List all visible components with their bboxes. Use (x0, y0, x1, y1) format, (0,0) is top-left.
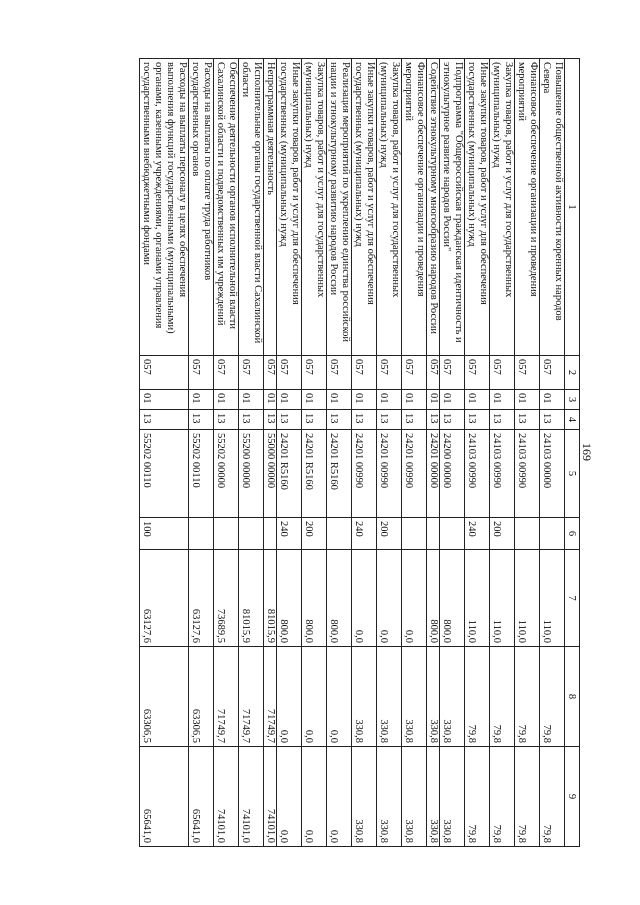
expense-type-cell: 100 (140, 518, 189, 550)
expense-type-cell: 200 (490, 518, 515, 550)
column-header: 5 (565, 430, 580, 518)
target-article-cell: 24201 00990 (402, 430, 427, 518)
section-code-cell: 01 (239, 390, 264, 410)
amount-col7-cell: 63127,6 (140, 550, 189, 647)
subsection-code-cell: 13 (239, 410, 264, 430)
row-name-cell: Реализация мероприятий по укреплению единства российской нации и этнокультурному развитию народов России (327, 59, 352, 356)
row-name-cell: Закупка товаров, работ и услуг для государственных (муниципальных) нужд (302, 59, 327, 356)
column-header: 2 (565, 356, 580, 390)
subsection-code-cell: 13 (277, 410, 302, 430)
table-row (302, 59, 327, 847)
target-article-cell: 24201 R5160 (302, 430, 327, 518)
admin-code-cell: 057 (515, 356, 540, 390)
amount-col8-cell: 79,8 (490, 647, 515, 747)
expense-type-cell: 240 (277, 518, 302, 550)
section-code-cell: 01 (277, 390, 302, 410)
subsection-code-cell: 13 (427, 410, 440, 430)
section-code-cell: 01 (402, 390, 427, 410)
row-name-cell: Иные закупки товаров, работ и услуг для обеспечения государственных (муниципальных) нужд (352, 59, 377, 356)
expense-type-cell (427, 518, 440, 550)
amount-col7-cell: 81015,9 (239, 550, 264, 647)
table-row (277, 59, 302, 847)
target-article-cell: 55200 00000 (239, 430, 264, 518)
budget-table (139, 58, 580, 847)
section-code-cell: 01 (465, 390, 490, 410)
amount-col8-cell: 330,8 (377, 647, 402, 747)
amount-col7-cell: 800,0 (440, 550, 465, 647)
table-row (440, 59, 465, 847)
amount-col7-cell: 0,0 (402, 550, 427, 647)
row-name-cell: Обеспечение деятельности органов исполнительной власти Сахалинской области и подведомственных им учреждений (214, 59, 239, 356)
amount-col8-cell: 79,8 (515, 647, 540, 747)
table-body (140, 59, 565, 847)
section-code-cell: 01 (189, 390, 214, 410)
amount-col9-cell: 330,8 (440, 747, 465, 847)
amount-col8-cell: 330,8 (440, 647, 465, 747)
amount-col9-cell: 0,0 (302, 747, 327, 847)
admin-code-cell: 057 (189, 356, 214, 390)
amount-col9-cell: 65641,0 (140, 747, 189, 847)
amount-col8-cell: 71749,7 (239, 647, 264, 747)
amount-col7-cell: 110,0 (540, 550, 565, 647)
amount-col8-cell: 79,8 (465, 647, 490, 747)
row-name-cell: Расходы на выплаты персоналу в целях обеспечения выполнения функций государственными (муниципальными) органами, казенными учреждениями, органами управления государственными внебюджетными фондами (140, 59, 189, 356)
amount-col9-cell: 330,8 (402, 747, 427, 847)
target-article-cell: 24201 00990 (377, 430, 402, 518)
admin-code-cell: 057 (352, 356, 377, 390)
target-article-cell: 55202 00110 (140, 430, 189, 518)
expense-type-cell: 200 (377, 518, 402, 550)
row-name-cell: Исполнительные органы государственной власти Сахалинской области (239, 59, 264, 356)
expense-type-cell (402, 518, 427, 550)
row-name-cell: Повышение общественной активности коренных народов Севера (540, 59, 565, 356)
amount-col7-cell: 800,0 (327, 550, 352, 647)
amount-col8-cell: 0,0 (327, 647, 352, 747)
subsection-code-cell: 13 (327, 410, 352, 430)
expense-type-cell (540, 518, 565, 550)
amount-col9-cell: 0,0 (327, 747, 352, 847)
amount-col7-cell: 800,0 (302, 550, 327, 647)
admin-code-cell: 057 (427, 356, 440, 390)
column-header: 9 (565, 747, 580, 847)
subsection-code-cell: 13 (402, 410, 427, 430)
column-header: 7 (565, 550, 580, 647)
amount-col8-cell: 63306,5 (189, 647, 214, 747)
table-row (490, 59, 515, 847)
expense-type-cell (214, 518, 239, 550)
amount-col8-cell: 63306,5 (140, 647, 189, 747)
table-row (264, 59, 277, 847)
table-row (214, 59, 239, 847)
row-name-cell: Закупка товаров, работ и услуг для государственных (муниципальных) нужд (377, 59, 402, 356)
admin-code-cell: 057 (402, 356, 427, 390)
target-article-cell: 24103 00000 (540, 430, 565, 518)
subsection-code-cell: 13 (302, 410, 327, 430)
row-name-cell: Финансовое обеспечение организации и проведения мероприятий (515, 59, 540, 356)
amount-col7-cell: 110,0 (465, 550, 490, 647)
column-header: 1 (565, 59, 580, 356)
subsection-code-cell: 13 (214, 410, 239, 430)
subsection-code-cell: 13 (140, 410, 189, 430)
amount-col9-cell: 79,8 (490, 747, 515, 847)
column-number-row (565, 59, 580, 847)
amount-col8-cell: 71749,7 (214, 647, 239, 747)
column-header: 6 (565, 518, 580, 550)
subsection-code-cell: 13 (189, 410, 214, 430)
column-header: 8 (565, 647, 580, 747)
admin-code-cell: 057 (465, 356, 490, 390)
amount-col8-cell: 71749,7 (264, 647, 277, 747)
section-code-cell: 01 (540, 390, 565, 410)
section-code-cell: 01 (490, 390, 515, 410)
target-article-cell: 55000 00000 (264, 430, 277, 518)
admin-code-cell: 057 (140, 356, 189, 390)
table-row (540, 59, 565, 847)
subsection-code-cell: 13 (490, 410, 515, 430)
expense-type-cell: 240 (352, 518, 377, 550)
subsection-code-cell: 13 (465, 410, 490, 430)
section-code-cell: 01 (352, 390, 377, 410)
section-code-cell: 01 (440, 390, 465, 410)
section-code-cell: 01 (427, 390, 440, 410)
table-row (402, 59, 427, 847)
admin-code-cell: 057 (214, 356, 239, 390)
admin-code-cell: 057 (377, 356, 402, 390)
target-article-cell: 24201 00000 (427, 430, 440, 518)
row-name-cell: Иные закупки товаров, работ и услуг для обеспечения государственных (муниципальных) нужд (277, 59, 302, 356)
target-article-cell: 24200 00000 (440, 430, 465, 518)
section-code-cell: 01 (515, 390, 540, 410)
section-code-cell: 01 (302, 390, 327, 410)
table-row (327, 59, 352, 847)
amount-col7-cell: 63127,6 (189, 550, 214, 647)
target-article-cell: 24201 R5160 (327, 430, 352, 518)
section-code-cell: 01 (140, 390, 189, 410)
target-article-cell: 24103 00990 (490, 430, 515, 518)
amount-col8-cell: 0,0 (302, 647, 327, 747)
target-article-cell: 24103 00990 (465, 430, 490, 518)
amount-col7-cell: 110,0 (490, 550, 515, 647)
table-row (189, 59, 214, 847)
amount-col9-cell: 330,8 (427, 747, 440, 847)
table-row (239, 59, 264, 847)
row-name-cell: Непрограммная деятельность (264, 59, 277, 356)
subsection-code-cell: 13 (264, 410, 277, 430)
amount-col8-cell: 330,8 (352, 647, 377, 747)
row-name-cell: Содействие этнокультурному многообразию народов России (427, 59, 440, 356)
amount-col9-cell: 79,8 (515, 747, 540, 847)
table-row (465, 59, 490, 847)
amount-col7-cell: 800,0 (277, 550, 302, 647)
expense-type-cell (515, 518, 540, 550)
expense-type-cell (440, 518, 465, 550)
admin-code-cell: 057 (327, 356, 352, 390)
expense-type-cell (239, 518, 264, 550)
column-header: 4 (565, 410, 580, 430)
admin-code-cell: 057 (239, 356, 264, 390)
document-page (30, 22, 610, 882)
amount-col9-cell: 0,0 (277, 747, 302, 847)
amount-col8-cell: 330,8 (427, 647, 440, 747)
target-article-cell: 55202 00000 (214, 430, 239, 518)
row-name-cell: Подпрограмма "Общероссийская гражданская идентичность и этнокультурное развитие народов России" (440, 59, 465, 356)
subsection-code-cell: 13 (377, 410, 402, 430)
amount-col7-cell: 110,0 (515, 550, 540, 647)
target-article-cell: 24201 R5160 (277, 430, 302, 518)
amount-col8-cell: 330,8 (402, 647, 427, 747)
subsection-code-cell: 13 (440, 410, 465, 430)
admin-code-cell: 057 (440, 356, 465, 390)
amount-col9-cell: 74101,0 (239, 747, 264, 847)
amount-col9-cell: 74101,0 (214, 747, 239, 847)
amount-col9-cell: 74101,0 (264, 747, 277, 847)
admin-code-cell: 057 (264, 356, 277, 390)
target-article-cell: 55202 00110 (189, 430, 214, 518)
section-code-cell: 01 (327, 390, 352, 410)
table-row (515, 59, 540, 847)
admin-code-cell: 057 (277, 356, 302, 390)
target-article-cell: 24103 00990 (515, 430, 540, 518)
amount-col7-cell: 81015,9 (264, 550, 277, 647)
admin-code-cell: 057 (302, 356, 327, 390)
row-name-cell: Финансовое обеспечение организации и проведения мероприятий (402, 59, 427, 356)
column-header: 3 (565, 390, 580, 410)
subsection-code-cell: 13 (515, 410, 540, 430)
admin-code-cell: 057 (490, 356, 515, 390)
expense-type-cell: 200 (302, 518, 327, 550)
subsection-code-cell: 13 (352, 410, 377, 430)
section-code-cell: 01 (377, 390, 402, 410)
amount-col8-cell: 0,0 (277, 647, 302, 747)
page-number: 169 (580, 443, 594, 461)
section-code-cell: 01 (214, 390, 239, 410)
table-row (377, 59, 402, 847)
expense-type-cell (327, 518, 352, 550)
target-article-cell: 24201 00990 (352, 430, 377, 518)
expense-type-cell (264, 518, 277, 550)
amount-col7-cell: 73689,5 (214, 550, 239, 647)
amount-col8-cell: 79,8 (540, 647, 565, 747)
amount-col9-cell: 65641,0 (189, 747, 214, 847)
amount-col9-cell: 330,8 (377, 747, 402, 847)
table-row (140, 59, 189, 847)
row-name-cell: Закупка товаров, работ и услуг для государственных (муниципальных) нужд (490, 59, 515, 356)
amount-col9-cell: 79,8 (465, 747, 490, 847)
row-name-cell: Расходы на выплаты по оплате труда работников государственных органов (189, 59, 214, 356)
expense-type-cell: 240 (465, 518, 490, 550)
table-row (427, 59, 440, 847)
table-row (352, 59, 377, 847)
amount-col7-cell: 800,0 (427, 550, 440, 647)
subsection-code-cell: 13 (540, 410, 565, 430)
amount-col7-cell: 0,0 (377, 550, 402, 647)
section-code-cell: 01 (264, 390, 277, 410)
expense-type-cell (189, 518, 214, 550)
row-name-cell: Иные закупки товаров, работ и услуг для обеспечения государственных (муниципальных) нужд (465, 59, 490, 356)
amount-col7-cell: 0,0 (352, 550, 377, 647)
amount-col9-cell: 330,8 (352, 747, 377, 847)
amount-col9-cell: 79,8 (540, 747, 565, 847)
admin-code-cell: 057 (540, 356, 565, 390)
